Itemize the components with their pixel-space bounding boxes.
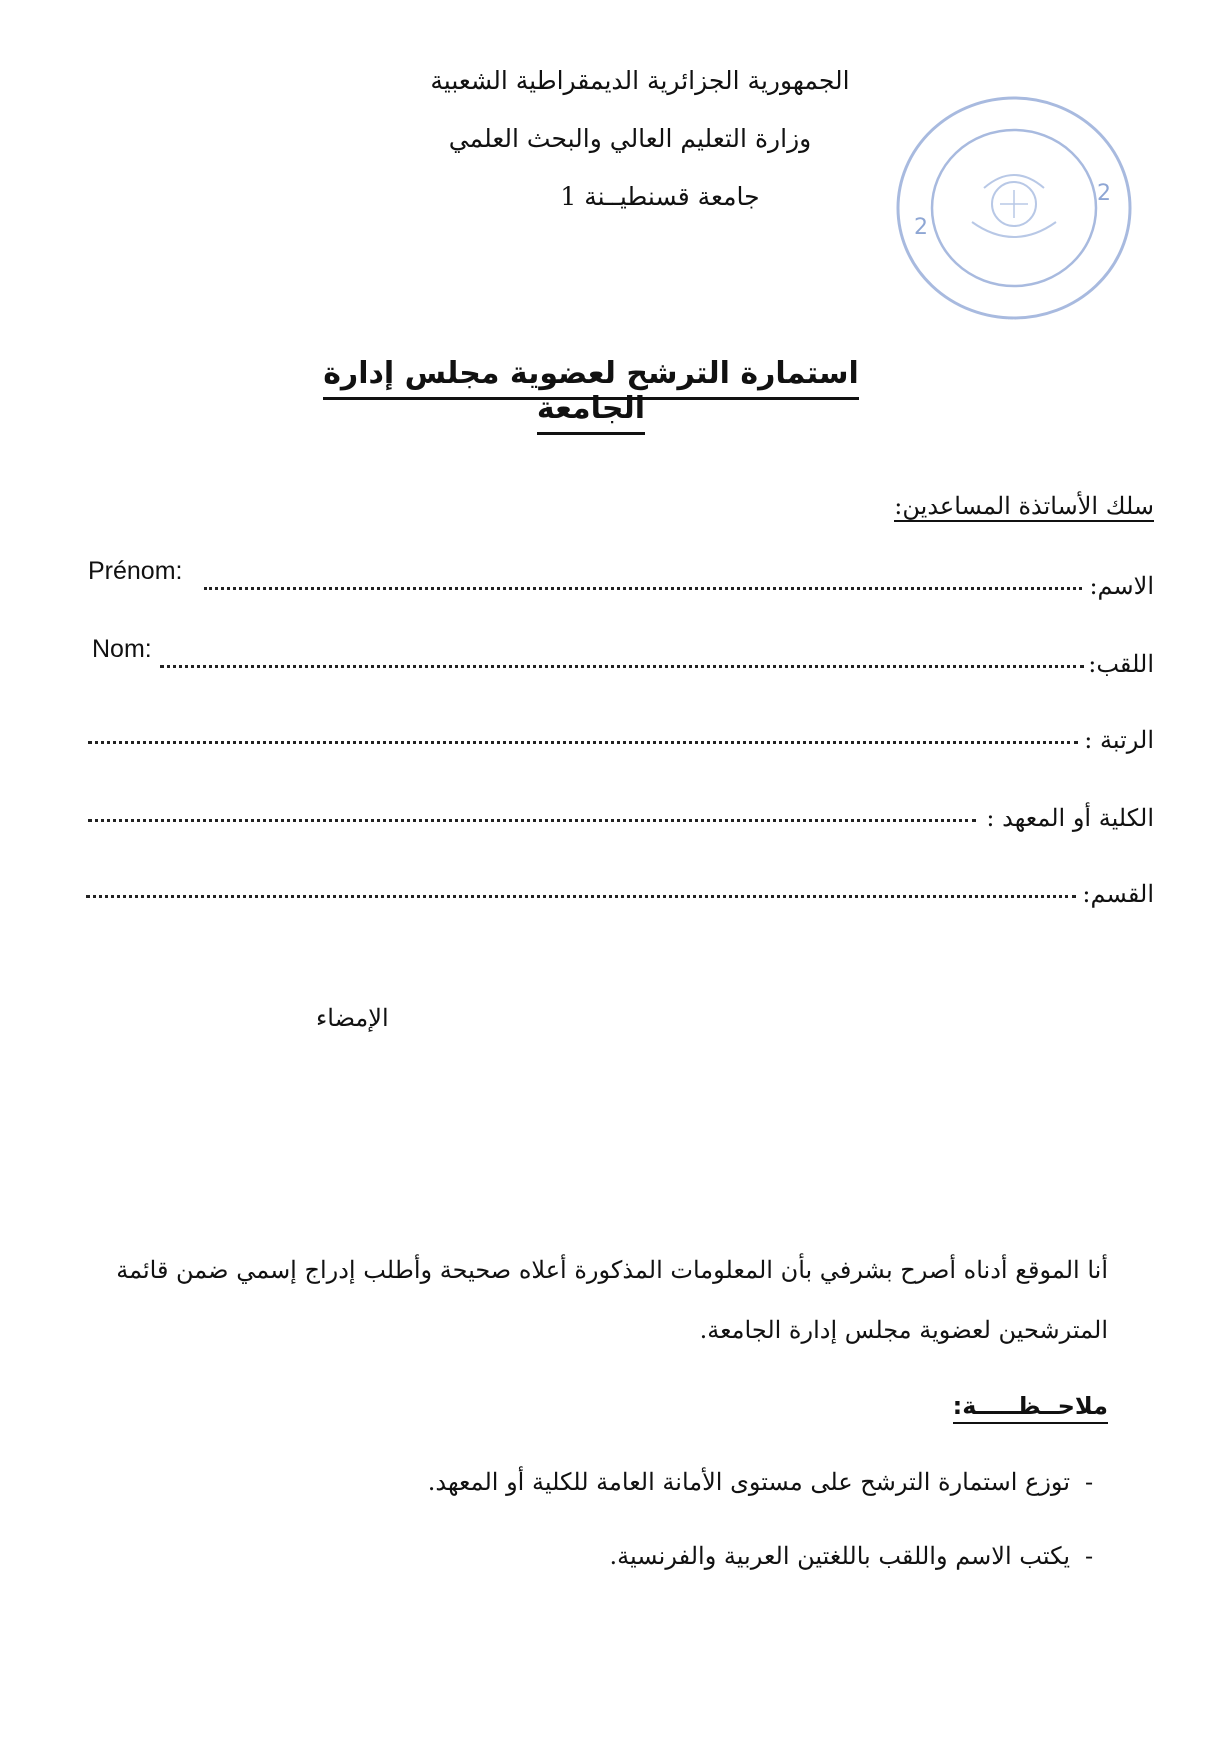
field-last-name [88, 635, 1154, 678]
seal-number: 2 [1097, 181, 1111, 206]
note-item-2: يكتب الاسم واللقب باللغتين العربية والفرنسية. [609, 1542, 1070, 1570]
document-header [360, 52, 920, 226]
header-university: جامعة قسنطيــنة 1 [560, 182, 760, 211]
form-title-text: استمارة الترشح لعضوية مجلس إدارة الجامعة [323, 356, 859, 435]
field-rank [88, 714, 1154, 754]
field-department-line[interactable] [86, 895, 1076, 898]
university-seal-icon [892, 92, 1136, 324]
field-first-name-line[interactable] [204, 587, 1082, 590]
field-first-name-label-ar: الاسم: [1089, 572, 1154, 600]
field-faculty-line[interactable] [88, 819, 976, 822]
field-rank-line[interactable] [88, 741, 1078, 744]
corps-label: سلك الأساتذة المساعدين: [894, 492, 1154, 520]
field-rank-label: الرتبة : [1084, 726, 1154, 754]
field-department-label: القسم: [1082, 880, 1154, 908]
list-item [428, 1462, 1108, 1536]
note-heading: ملاحــظـــــة: [953, 1392, 1108, 1420]
field-faculty [88, 792, 1154, 832]
field-last-name-label-fr: Nom: [92, 635, 152, 663]
notes-list [428, 1462, 1108, 1610]
header-republic: الجمهورية الجزائرية الديمقراطية الشعبية [430, 66, 850, 95]
field-department [88, 868, 1154, 908]
seal-number-left: 2 [914, 215, 928, 240]
field-first-name-label-fr: Prénom: [88, 557, 183, 585]
field-last-name-label-ar: اللقب: [1088, 650, 1154, 678]
list-item [428, 1536, 1108, 1610]
field-first-name [88, 557, 1154, 600]
form-title [300, 356, 882, 426]
field-faculty-label: الكلية أو المعهد : [986, 804, 1154, 832]
bullet-dash-icon: - [1084, 1542, 1094, 1570]
declaration-text: أنا الموقع أدناه أصرح بشرفي بأن المعلومات المذكورة أعلاه صحيحة وأطلب إدراج إسمي ضمن قائمة المترشحين لعضوية مجلس إدارة الجامعة. [116, 1256, 1108, 1344]
bullet-dash-icon: - [1084, 1468, 1094, 1496]
note-item-1: توزع استمارة الترشح على مستوى الأمانة العامة للكلية أو المعهد. [427, 1468, 1070, 1496]
seal-text: وزارة التعليم العالي والبحث العلمي - جامعة الإخوة منتوري [1001, 320, 1027, 321]
header-ministry: وزارة التعليم العالي والبحث العلمي [448, 124, 812, 153]
signature-label: الإمضاء [316, 1004, 389, 1032]
field-last-name-line[interactable] [160, 665, 1084, 668]
